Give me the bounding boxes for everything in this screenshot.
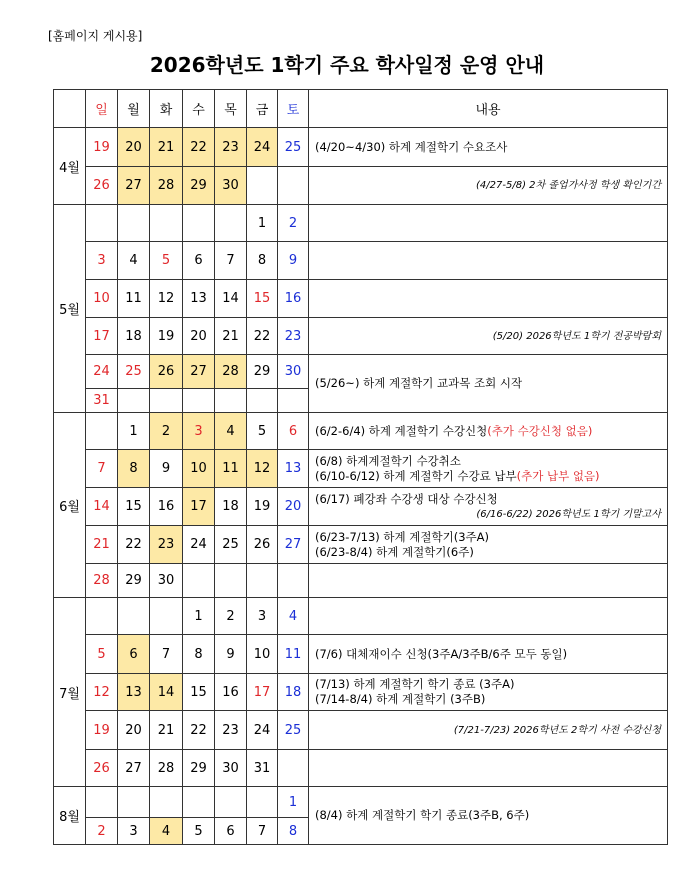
day-cell [247, 564, 278, 598]
content-header: 내용 [309, 90, 668, 128]
day-cell: 10 [183, 450, 215, 488]
day-cell [150, 598, 183, 635]
day-cell: 8 [278, 818, 309, 845]
note-text: (7/14-8/4) 하계 계절학기 (3주B) [315, 692, 486, 706]
day-cell: 9 [150, 450, 183, 488]
schedule-note [309, 205, 668, 242]
month-label: 6월 [54, 413, 86, 598]
day-cell: 2 [86, 818, 118, 845]
schedule-note [309, 242, 668, 280]
day-cell: 22 [118, 526, 150, 564]
day-cell: 20 [183, 318, 215, 355]
month-label: 5월 [54, 205, 86, 413]
day-cell [183, 787, 215, 818]
day-cell: 21 [150, 711, 183, 750]
day-cell: 25 [118, 355, 150, 389]
day-cell: 14 [150, 674, 183, 711]
day-cell: 4 [215, 413, 247, 450]
day-cell: 28 [150, 167, 183, 205]
schedule-note [309, 128, 668, 167]
day-cell: 1 [247, 205, 278, 242]
day-header-sat: 토 [278, 90, 309, 128]
day-cell: 23 [215, 128, 247, 167]
day-header-sun: 일 [86, 90, 118, 128]
month-label: 4월 [54, 128, 86, 205]
day-cell [183, 205, 215, 242]
note-text: (6/2-6/4) 하계 계절학기 수강신청 [315, 423, 488, 438]
note-line [315, 530, 667, 545]
day-cell: 29 [118, 564, 150, 598]
note-line [315, 424, 667, 439]
day-header-mon: 월 [118, 90, 150, 128]
day-cell: 11 [215, 450, 247, 488]
week-row [54, 318, 668, 355]
note-highlight: (추가 수강신청 없음) [487, 423, 593, 438]
week-row [54, 450, 668, 488]
day-cell: 2 [278, 205, 309, 242]
day-cell: 23 [215, 711, 247, 750]
day-cell: 19 [86, 711, 118, 750]
day-cell: 1 [278, 787, 309, 818]
day-cell: 14 [86, 488, 118, 526]
day-cell: 2 [150, 413, 183, 450]
schedule-note [309, 450, 668, 488]
schedule-note [309, 280, 668, 318]
month-label: 7월 [54, 598, 86, 787]
day-header-thu: 목 [215, 90, 247, 128]
day-cell [247, 167, 278, 205]
note-text: (8/4) 하계 계절학기 학기 종료(3주B, 6주) [315, 808, 530, 822]
day-cell: 3 [118, 818, 150, 845]
day-header-tue: 화 [150, 90, 183, 128]
page-tag: [홈페이지 게시용] [48, 29, 143, 43]
day-cell: 28 [86, 564, 118, 598]
note-text: (5/26~) 하계 계절학기 교과목 조회 시작 [315, 376, 523, 390]
schedule-note [309, 750, 668, 787]
week-row [54, 711, 668, 750]
schedule-note [309, 167, 668, 205]
note-line [315, 692, 667, 707]
note-line [315, 545, 667, 560]
day-cell: 18 [278, 674, 309, 711]
day-cell: 2 [215, 598, 247, 635]
day-cell: 17 [247, 674, 278, 711]
week-row [54, 750, 668, 787]
day-cell: 15 [118, 488, 150, 526]
schedule-note [309, 526, 668, 564]
day-cell [150, 389, 183, 413]
note-text: (6/23-8/4) 하계 계절학기(6주) [315, 544, 474, 559]
day-cell: 26 [247, 526, 278, 564]
note-highlight: (추가 납부 없음) [516, 468, 600, 483]
day-cell: 30 [278, 355, 309, 389]
day-cell: 25 [278, 128, 309, 167]
week-row [54, 167, 668, 205]
day-cell: 11 [278, 635, 309, 674]
day-cell: 4 [278, 598, 309, 635]
day-cell: 25 [215, 526, 247, 564]
day-cell: 7 [215, 242, 247, 280]
day-cell: 1 [118, 413, 150, 450]
note-line [315, 647, 667, 662]
day-cell: 7 [247, 818, 278, 845]
day-cell: 6 [118, 635, 150, 674]
day-cell: 29 [183, 167, 215, 205]
day-cell: 16 [278, 280, 309, 318]
day-cell: 8 [118, 450, 150, 488]
day-cell: 12 [86, 674, 118, 711]
note-text: (6/8) 하계계절학기 수강취소 [315, 453, 461, 468]
day-cell: 17 [86, 318, 118, 355]
day-cell: 7 [86, 450, 118, 488]
day-cell: 12 [150, 280, 183, 318]
day-cell [150, 787, 183, 818]
day-cell: 3 [86, 242, 118, 280]
day-cell: 22 [183, 711, 215, 750]
day-cell: 20 [118, 711, 150, 750]
schedule-note [309, 787, 668, 845]
day-cell: 4 [118, 242, 150, 280]
day-cell: 9 [215, 635, 247, 674]
month-label: 8월 [54, 787, 86, 845]
day-cell: 30 [150, 564, 183, 598]
note-text: (4/20~4/30) 하계 계절학기 수요조사 [315, 139, 508, 154]
day-cell [86, 413, 118, 450]
day-cell: 9 [278, 242, 309, 280]
day-cell: 23 [150, 526, 183, 564]
day-cell: 28 [150, 750, 183, 787]
day-cell: 16 [215, 674, 247, 711]
note-text: (6/23-7/13) 하계 계절학기(3주A) [315, 529, 490, 544]
day-cell: 15 [183, 674, 215, 711]
day-cell [215, 205, 247, 242]
day-cell: 17 [183, 488, 215, 526]
note-line [315, 140, 667, 155]
day-cell: 30 [215, 167, 247, 205]
schedule-note [309, 318, 668, 355]
day-cell: 28 [215, 355, 247, 389]
day-cell: 14 [215, 280, 247, 318]
day-cell [86, 787, 118, 818]
day-cell: 18 [215, 488, 247, 526]
day-cell: 26 [150, 355, 183, 389]
day-header-fri: 금 [247, 90, 278, 128]
week-row [54, 242, 668, 280]
day-cell: 19 [86, 128, 118, 167]
note-text: (7/6) 대체재이수 신청(3주A/3주B/6주 모두 동일) [315, 646, 568, 661]
schedule-note [309, 711, 668, 750]
day-cell: 21 [150, 128, 183, 167]
note-line [315, 469, 667, 484]
day-cell: 6 [215, 818, 247, 845]
day-cell: 26 [86, 750, 118, 787]
day-cell: 22 [247, 318, 278, 355]
day-cell: 19 [150, 318, 183, 355]
day-cell: 26 [86, 167, 118, 205]
day-cell [183, 389, 215, 413]
schedule-note [309, 674, 668, 711]
day-cell: 27 [118, 750, 150, 787]
week-row [54, 526, 668, 564]
day-cell [118, 787, 150, 818]
day-cell: 7 [150, 635, 183, 674]
day-cell: 12 [247, 450, 278, 488]
day-cell [118, 205, 150, 242]
day-cell [215, 389, 247, 413]
day-cell: 30 [215, 750, 247, 787]
day-cell: 31 [247, 750, 278, 787]
day-cell: 24 [247, 711, 278, 750]
day-cell: 20 [278, 488, 309, 526]
day-cell: 16 [150, 488, 183, 526]
day-cell: 15 [247, 280, 278, 318]
day-cell [86, 598, 118, 635]
day-cell: 5 [183, 818, 215, 845]
day-cell: 19 [247, 488, 278, 526]
day-cell [150, 205, 183, 242]
schedule-note [309, 413, 668, 450]
day-cell [278, 167, 309, 205]
day-cell [183, 564, 215, 598]
day-cell [118, 389, 150, 413]
day-cell: 4 [150, 818, 183, 845]
week-row [54, 128, 668, 167]
day-cell: 18 [118, 318, 150, 355]
schedule-note [309, 488, 668, 526]
day-cell [247, 787, 278, 818]
day-cell: 6 [278, 413, 309, 450]
day-cell [86, 205, 118, 242]
day-cell: 23 [278, 318, 309, 355]
day-cell: 5 [86, 635, 118, 674]
week-row [54, 635, 668, 674]
day-cell: 11 [118, 280, 150, 318]
note-right-line: (7/21-7/23) 2026학년도 2학기 사전 수강신청 [453, 724, 661, 736]
day-cell [118, 598, 150, 635]
day-cell: 24 [86, 355, 118, 389]
day-cell [215, 787, 247, 818]
day-cell: 27 [278, 526, 309, 564]
day-cell: 5 [247, 413, 278, 450]
note-line [315, 376, 667, 391]
note-line [315, 454, 667, 469]
day-cell: 24 [183, 526, 215, 564]
week-row [54, 413, 668, 450]
day-cell: 27 [183, 355, 215, 389]
day-cell: 8 [247, 242, 278, 280]
schedule-note [309, 598, 668, 635]
day-cell [278, 389, 309, 413]
week-row [54, 564, 668, 598]
week-row [54, 205, 668, 242]
day-cell: 29 [183, 750, 215, 787]
week-row [54, 355, 668, 389]
day-cell: 21 [215, 318, 247, 355]
week-row [54, 280, 668, 318]
note-text: (6/10-6/12) 하계 계절학기 수강료 납부 [315, 468, 517, 483]
page-title: 2026학년도 1학기 주요 학사일정 운영 안내 [149, 53, 545, 77]
week-row [54, 598, 668, 635]
day-cell: 20 [118, 128, 150, 167]
day-cell: 10 [86, 280, 118, 318]
day-cell: 29 [247, 355, 278, 389]
day-cell: 8 [183, 635, 215, 674]
schedule-note [309, 355, 668, 413]
day-cell: 3 [183, 413, 215, 450]
note-line [315, 808, 667, 823]
day-cell [278, 564, 309, 598]
note-right-line: (5/20) 2026학년도 1학기 전공박람회 [492, 330, 661, 342]
schedule-note [309, 564, 668, 598]
day-cell: 25 [278, 711, 309, 750]
day-cell: 22 [183, 128, 215, 167]
day-cell [278, 750, 309, 787]
note-right-line: (4/27-5/8) 2차 졸업가사정 학생 확인기간 [476, 180, 661, 191]
day-cell: 6 [183, 242, 215, 280]
day-cell: 21 [86, 526, 118, 564]
day-cell: 5 [150, 242, 183, 280]
day-cell: 27 [118, 167, 150, 205]
day-cell: 13 [118, 674, 150, 711]
day-cell: 13 [183, 280, 215, 318]
day-cell: 10 [247, 635, 278, 674]
header-row [54, 90, 668, 128]
note-line [315, 677, 667, 692]
day-cell: 13 [278, 450, 309, 488]
week-row [54, 674, 668, 711]
day-cell [247, 389, 278, 413]
week-row [54, 787, 668, 818]
day-cell: 31 [86, 389, 118, 413]
day-cell: 3 [247, 598, 278, 635]
schedule-table [53, 89, 668, 845]
day-header-wed: 수 [183, 90, 215, 128]
schedule-note [309, 635, 668, 674]
note-right-line: (6/16-6/22) 2026학년도 1학기 기말고사 [476, 508, 661, 520]
month-header [54, 90, 86, 128]
day-cell: 1 [183, 598, 215, 635]
note-text: (6/17) 폐강좌 수강생 대상 수강신청 [315, 491, 498, 506]
day-cell: 24 [247, 128, 278, 167]
note-text: (7/13) 하계 계절학기 학기 종료 (3주A) [315, 677, 515, 691]
day-cell [215, 564, 247, 598]
week-row [54, 488, 668, 526]
note-line [315, 492, 667, 507]
